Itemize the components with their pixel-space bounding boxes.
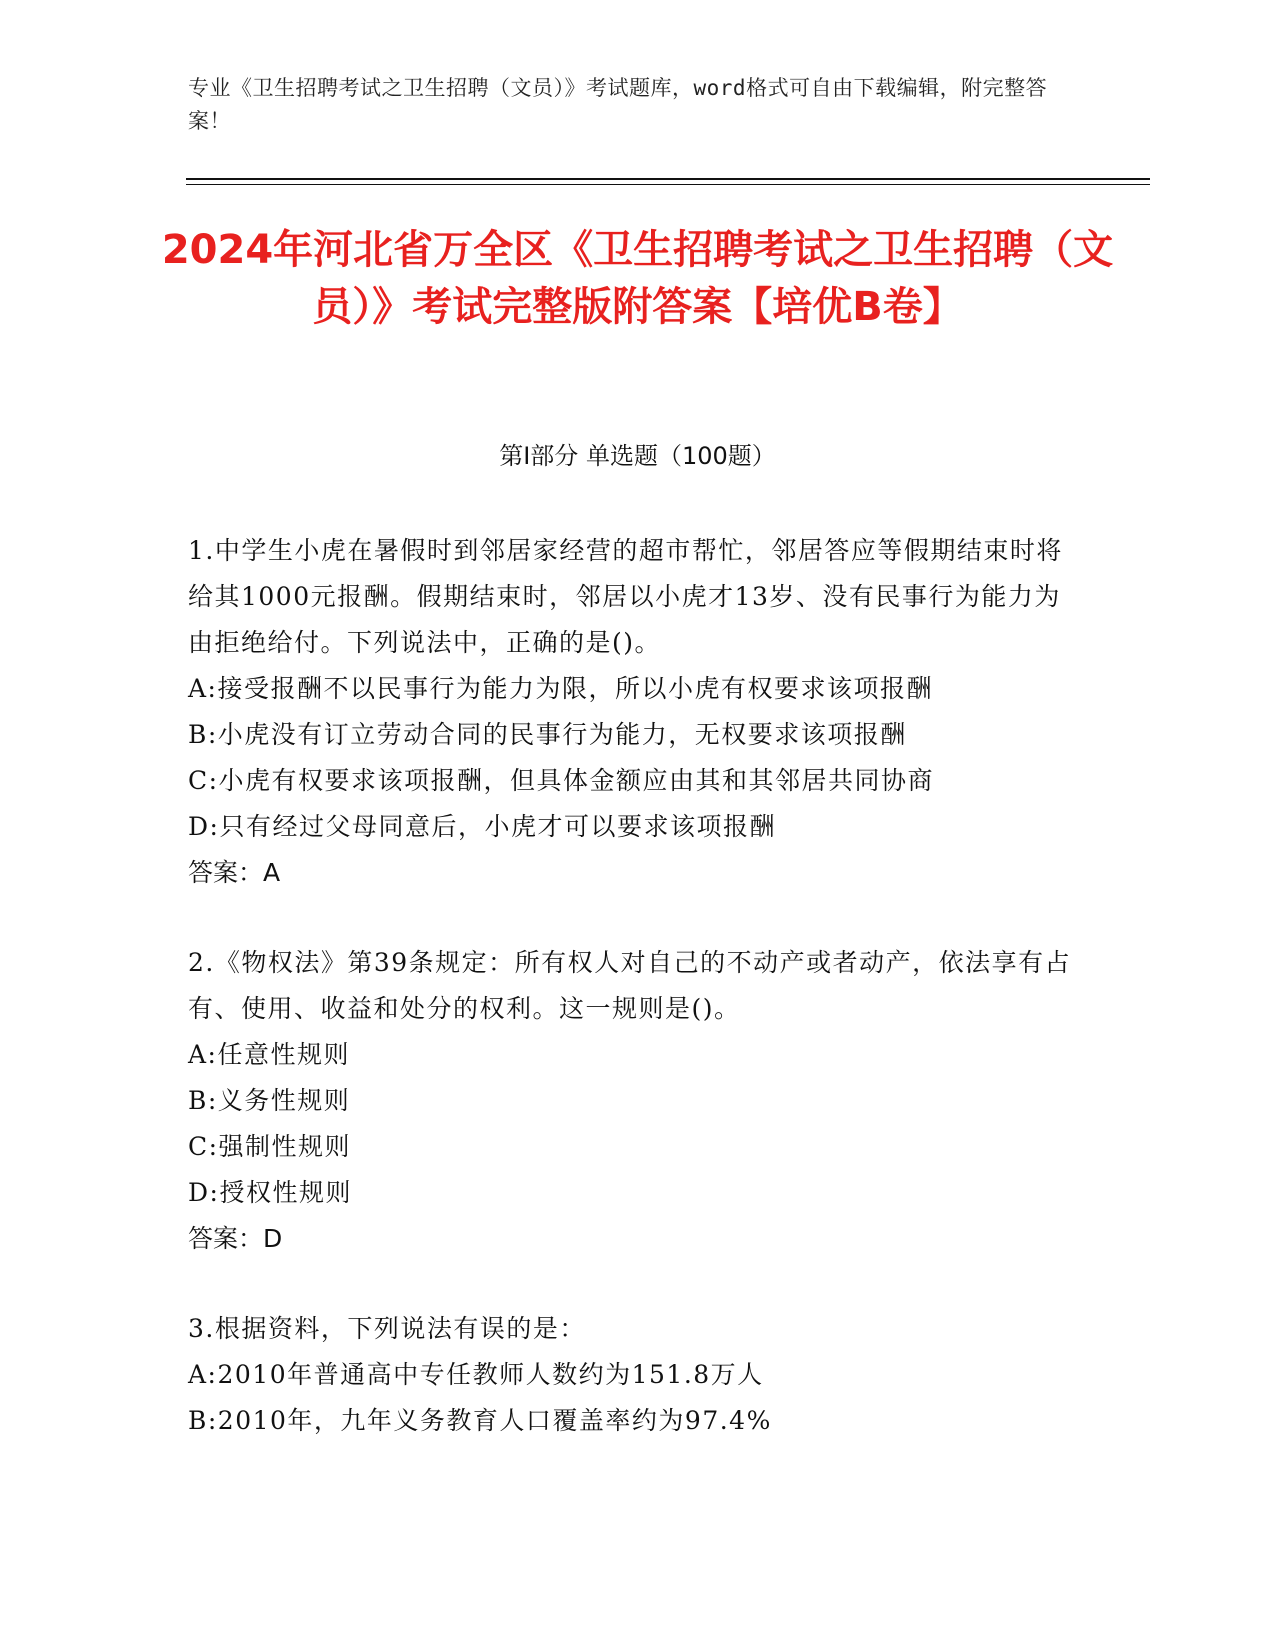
option-a: A:任意性规则 bbox=[188, 1040, 350, 1069]
question-3 bbox=[188, 1306, 1078, 1444]
question-stem: 2.《物权法》第39条规定：所有权人对自己的不动产或者动产，依法享有占有、使用、收益和处分的权利。这一规则是()。 bbox=[188, 948, 1072, 1023]
header-rule-thin bbox=[186, 184, 1150, 185]
option-b: B:小虎没有订立劳动合同的民事行为能力，无权要求该项报酬 bbox=[188, 720, 907, 749]
header-note: 专业《卫生招聘考试之卫生招聘（文员）》考试题库，word格式可自由下载编辑，附完整答案！ bbox=[188, 76, 1048, 133]
header-rule-thick bbox=[186, 178, 1150, 180]
question-stem: 3.根据资料，下列说法有误的是： bbox=[188, 1314, 586, 1343]
question-2 bbox=[188, 940, 1078, 1262]
option-c: C:小虎有权要求该项报酬，但具体金额应由其和其邻居共同协商 bbox=[188, 766, 935, 795]
question-1 bbox=[188, 528, 1078, 896]
option-c: C:强制性规则 bbox=[188, 1132, 352, 1161]
answer: 答案：A bbox=[188, 858, 281, 887]
section-title: 第I部分 单选题（100题） bbox=[499, 442, 776, 470]
option-d: D:授权性规则 bbox=[188, 1178, 352, 1207]
option-b: B:义务性规则 bbox=[188, 1086, 351, 1115]
option-d: D:只有经过父母同意后，小虎才可以要求该项报酬 bbox=[188, 812, 776, 841]
document-title: 2024年河北省万全区《卫生招聘考试之卫生招聘（文员）》考试完整版附答案【培优B卷】 bbox=[161, 227, 1114, 330]
question-list bbox=[188, 528, 1078, 1488]
option-a: A:2010年普通高中专任教师人数约为151.8万人 bbox=[188, 1360, 764, 1389]
option-a: A:接受报酬不以民事行为能力为限，所以小虎有权要求该项报酬 bbox=[188, 674, 933, 703]
question-stem: 1.中学生小虎在暑假时到邻居家经营的超市帮忙，邻居答应等假期结束时将给其1000元报酬。假期结束时，邻居以小虎才13岁、没有民事行为能力为由拒绝给付。下列说法中，正确的是()。 bbox=[188, 536, 1063, 657]
option-b: B:2010年，九年义务教育人口覆盖率约为97.4% bbox=[188, 1406, 772, 1435]
answer: 答案：D bbox=[188, 1224, 283, 1253]
